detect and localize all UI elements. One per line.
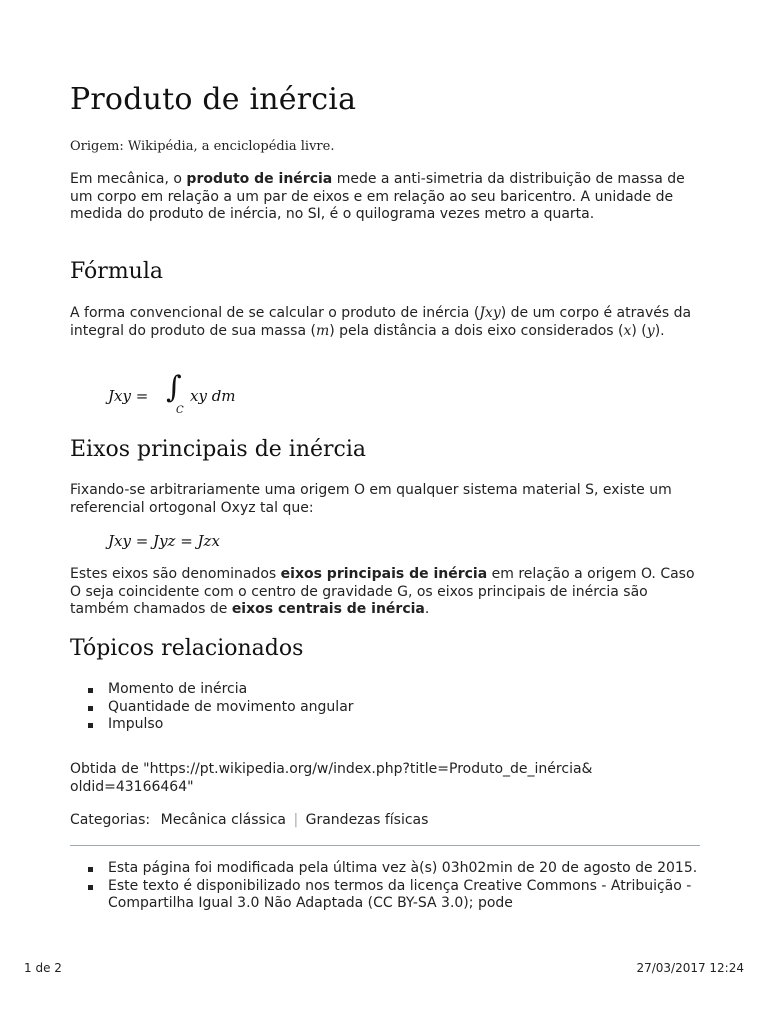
page-title: Produto de inércia: [70, 82, 357, 117]
related-link-momento[interactable]: Momento de inércia: [88, 681, 354, 699]
license-text: Este texto é disponibilizado nos termos da licença Creative Commons - Atribuição - Compartilha Igual 3.0 Não Adaptada (CC BY-SA 3.0); pode: [88, 878, 700, 913]
footer-info-list: [88, 860, 700, 913]
intro-bold-term: produto de inércia: [186, 171, 333, 187]
principal-paragraph-2: Estes eixos são denominados eixos principais de inércia em relação a origem O. Caso O seja coincidente com o centro de gravidade G, os eixos principais de inércia são também chamados de eixos centrais de inércia.: [70, 566, 695, 617]
math-y: y: [646, 322, 655, 339]
related-link-impulso[interactable]: Impulso: [88, 716, 354, 734]
category-link-grandezas[interactable]: Grandezas físicas: [305, 812, 429, 828]
related-topics-list: [88, 681, 354, 734]
math-x: x: [623, 322, 632, 339]
math-m: m: [315, 322, 330, 339]
principal-paragraph-1: Fixando-se arbitrariamente uma origem O em qualquer sistema material S, existe um referencial ortogonal Oxyz tal que:: [70, 482, 672, 516]
category-link-mecanica[interactable]: Mecânica clássica: [160, 812, 286, 828]
math-jxy: Jxy: [479, 305, 501, 321]
related-link-quantidade[interactable]: Quantidade de movimento angular: [88, 699, 354, 717]
intro-paragraph: Em mecânica, o produto de inércia mede a anti-simetria da distribuição de massa de um corpo em relação a um par de eixos e em relação ao seu baricentro. A unidade de medida do produto de inércia, no SI, é o quilograma vezes metro a quarta.: [70, 171, 685, 222]
categories-bar: Categorias: Mecânica clássica | Grandezas físicas: [70, 812, 429, 828]
heading-related-topics: Tópicos relacionados: [70, 636, 304, 661]
integral-formula: Jxy = ∫ C xy dm: [108, 370, 236, 416]
principal-equation: Jxy = Jyz = Jzx: [108, 532, 220, 550]
print-page-number: 1 de 2: [24, 961, 62, 975]
heading-formula: Fórmula: [70, 259, 164, 284]
heading-principal-axes: Eixos principais de inércia: [70, 437, 367, 462]
divider: [70, 845, 700, 846]
last-modified: Esta página foi modificada pela última vez à(s) 03h02min de 20 de agosto de 2015.: [88, 860, 700, 878]
retrieved-from: Obtida de "https://pt.wikipedia.org/w/index.php?title=Produto_de_inércia& oldid=43166464": [70, 761, 593, 795]
formula-paragraph: A forma convencional de se calcular o produto de inércia (Jxy) de um corpo é através da integral do produto de sua massa (m) pela distância a dois eixo considerados (x) (y).: [70, 305, 692, 339]
origin-note: Origem: Wikipédia, a enciclopédia livre.: [70, 139, 335, 154]
print-datetime: 27/03/2017 12:24: [636, 961, 744, 975]
integral-sign: ∫: [166, 370, 182, 405]
categories-label: Categorias:: [70, 812, 151, 828]
